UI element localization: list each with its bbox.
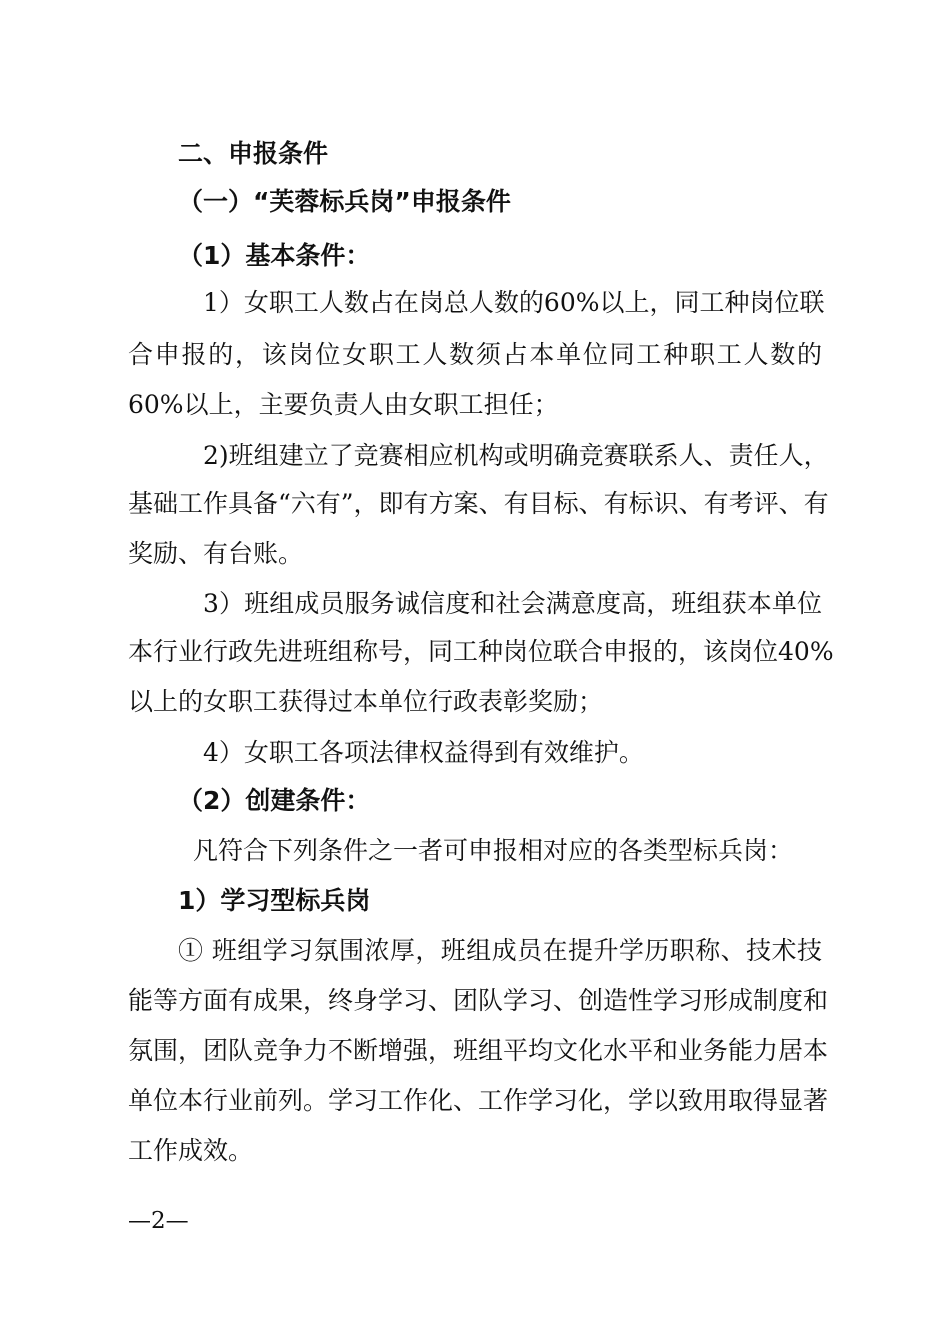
learning-type-line-5: 工作成效。 [128, 1136, 254, 1165]
basic-item-3-line-1: 3）班组成员服务诚信度和社会满意度高，班组获本单位 [203, 589, 822, 618]
learning-type-line-4: 单位本行业前列。学习工作化、工作学习化，学以致用取得显著 [128, 1086, 829, 1115]
basic-item-2-line-2: 基础工作具备“六有”，即有方案、有目标、有标识、有考评、有 [128, 489, 829, 518]
basic-item-3-line-2: 本行业行政先进班组称号，同工种岗位联合申报的，该岗位40% [128, 637, 834, 666]
basic-item-1-line-1: 1）女职工人数占在岗总人数的60%以上，同工种岗位联 [203, 288, 825, 317]
basic-conditions-heading: （1）基本条件： [178, 241, 371, 270]
basic-item-3-line-3: 以上的女职工获得过本单位行政表彰奖励； [128, 687, 604, 716]
basic-item-1-line-3: 60%以上，主要负责人由女职工担任； [128, 390, 559, 419]
learning-type-line-3: 氛围，团队竞争力不断增强，班组平均文化水平和业务能力居本 [128, 1036, 829, 1065]
learning-type-heading: 1）学习型标兵岗 [178, 886, 371, 915]
creation-conditions-heading: （2）创建条件： [178, 786, 371, 815]
learning-type-line-1: ① 班组学习氛围浓厚，班组成员在提升学历职称、技术技 [178, 936, 822, 965]
page-number: —2— [128, 1208, 189, 1234]
basic-item-4-line-1: 4）女职工各项法律权益得到有效维护。 [203, 738, 644, 767]
creation-intro: 凡符合下列条件之一者可申报相对应的各类型标兵岗： [193, 836, 794, 865]
subsection-heading: （一）“芙蓉标兵岗”申报条件 [178, 187, 511, 216]
learning-type-line-2: 能等方面有成果，终身学习、团队学习、创造性学习形成制度和 [128, 986, 829, 1015]
section-heading: 二、申报条件 [178, 139, 329, 168]
basic-item-2-line-3: 奖励、有台账。 [128, 539, 304, 568]
basic-item-2-line-1: 2)班组建立了竞赛相应机构或明确竞赛联系人、责任人， [203, 441, 829, 470]
basic-item-1-line-2: 合申报的，该岗位女职工人数须占本单位同工种职工人数的 [128, 340, 822, 369]
